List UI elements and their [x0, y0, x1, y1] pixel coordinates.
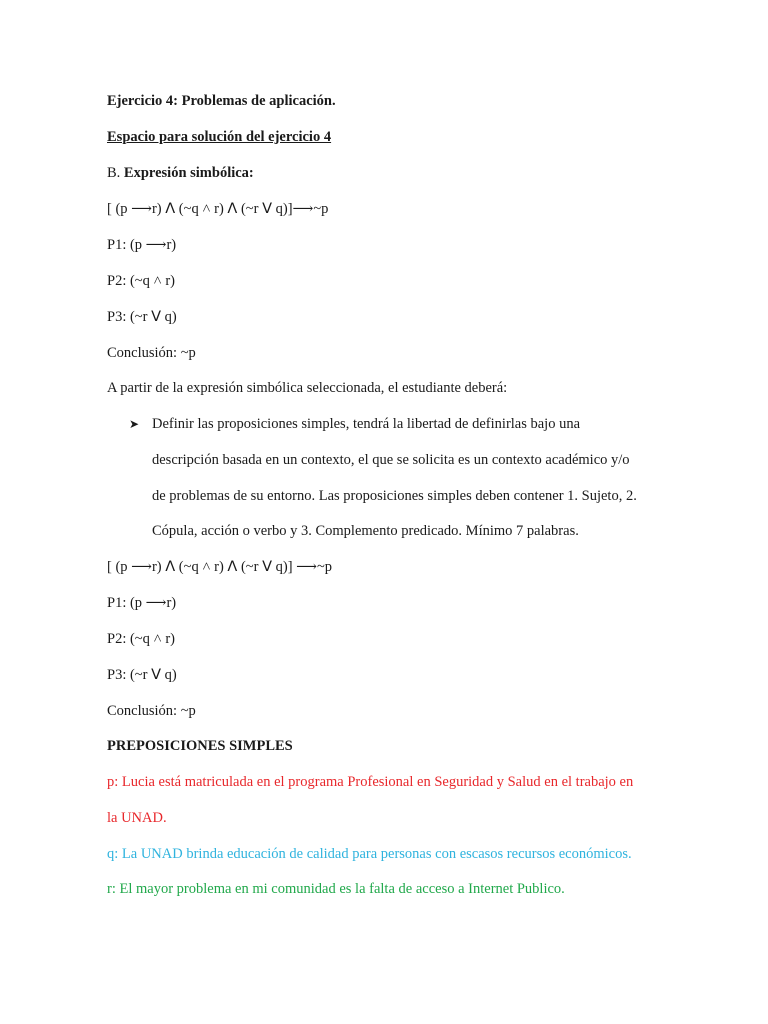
symbolic-expression-2: [ (p ⟶r) ᐱ (~q ˄ r) ᐱ (~r ᐯ q)] ⟶~p — [107, 559, 333, 575]
premise-3-b: P3: (~r ᐯ q) — [107, 667, 177, 683]
bullet-line-1: Definir las proposiciones simples, tendrá la libertad de definirlas bajo una — [152, 416, 581, 432]
simple-propositions-heading: PREPOSICIONES SIMPLES — [107, 738, 293, 754]
arrowhead-bullet-icon: ➤ — [129, 417, 140, 431]
premise-1-a: P1: (p ⟶r) — [107, 237, 177, 253]
bullet-line-3: de problemas de su entorno. Las proposiciones simples deben contener 1. Sujeto, 2. — [152, 488, 637, 504]
premise-2-a: P2: (~q ˄ r) — [107, 273, 175, 289]
bullet-line-4: Cópula, acción o verbo y 3. Complemento predicado. Mínimo 7 palabras. — [152, 523, 579, 539]
proposition-p-line-2: la UNAD. — [107, 810, 167, 826]
premise-3-a: P3: (~r ᐯ q) — [107, 309, 177, 325]
section-b-label: Expresión simbólica: — [123, 165, 254, 181]
instruction-text: A partir de la expresión simbólica seleccionada, el estudiante deberá: — [107, 380, 508, 396]
proposition-r: r: El mayor problema en mi comunidad es la falta de acceso a Internet Publico. — [107, 881, 565, 897]
premise-1-b: P1: (p ⟶r) — [107, 595, 177, 611]
symbolic-expression-1: [ (p ⟶r) ᐱ (~q ˄ r) ᐱ (~r ᐯ q)]⟶~p — [107, 201, 329, 217]
section-b-line — [107, 164, 254, 182]
section-b-prefix: B. — [107, 165, 124, 181]
solution-space-heading: Espacio para solución del ejercicio 4 — [107, 129, 332, 145]
bullet-line-2: descripción basada en un contexto, el que se solicita es un contexto académico y/o — [152, 452, 630, 468]
proposition-p-line-1: p: Lucia está matriculada en el programa Profesional en Seguridad y Salud en el trabajo en — [107, 774, 634, 790]
conclusion-b: Conclusión: ~p — [107, 703, 196, 719]
premise-2-b: P2: (~q ˄ r) — [107, 631, 175, 647]
proposition-q: q: La UNAD brinda educación de calidad para personas con escasos recursos económicos. — [107, 846, 632, 862]
exercise-heading: Ejercicio 4: Problemas de aplicación. — [107, 93, 336, 109]
conclusion-a: Conclusión: ~p — [107, 345, 196, 361]
